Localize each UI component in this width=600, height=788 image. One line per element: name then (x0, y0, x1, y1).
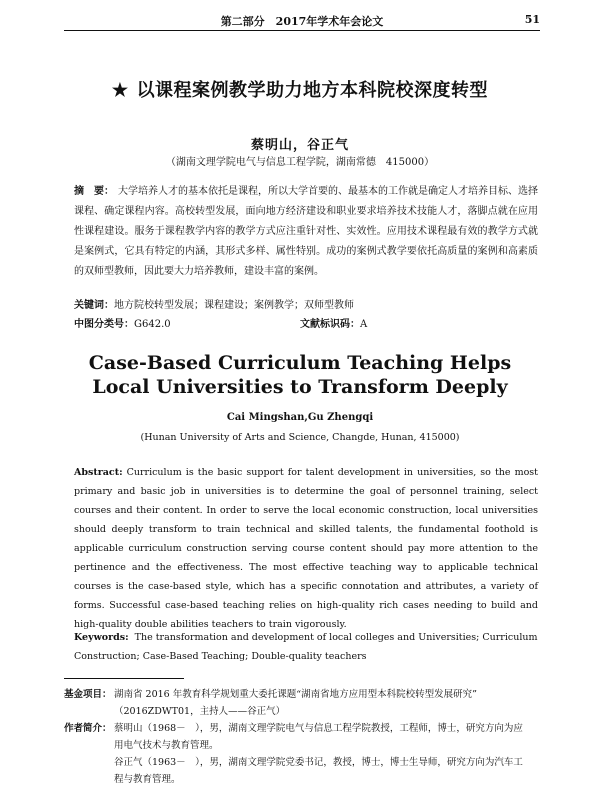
english-abstract (74, 463, 538, 634)
author-bio-line: 程与教育管理。 (114, 774, 181, 785)
chinese-keywords-text: 地方院校转型发展；课程建设；案例教学；双师型教师 (114, 300, 354, 311)
english-abstract-label: Abstract: (74, 467, 123, 478)
chinese-abstract-text: 大学培养人才的基本依托是课程，所以大学首要的、最基本的工作就是确定人才培养目标、选择课程、确定课程内容。高校转型发展，面向地方经济建设和职业要求培养技术技能人才，落脚点就在应用性课程建设。服务于课程教学内容的教学方式应注重针对性、实效性。应用技术课程最有效的教学方式就是案例式，它具有特定的内涵，其形式多样、属性特别。成功的案例式教学要依托高质量的案例和高素质的双师型教师，因此要大力培养教师，建设丰富的案例。 (74, 186, 538, 277)
document-code (300, 315, 367, 330)
chinese-authors: 蔡明山，谷正气 (250, 138, 349, 153)
author-bio-line: 谷正气（1963－ ），男，湖南文理学院党委书记，教授，博士，博士生导师，研究方向为汽车工 (114, 757, 523, 768)
chinese-title-text: 以课程案例教学助力地方本科院校深度转型 (136, 80, 489, 101)
chinese-title (0, 76, 600, 102)
footnote-divider (64, 678, 184, 679)
author-bio-line: 蔡明山（1968－ ），男，湖南文理学院电气与信息工程学院教授，工程师，博士，研究方向为应 (114, 723, 523, 734)
author-footnote-second (64, 754, 540, 788)
fund-label: 基金项目： (64, 689, 112, 700)
author-footnote (64, 720, 540, 754)
chinese-abstract-label: 摘 要： (74, 186, 114, 197)
author-bio-line: 用电气技术与教育管理。 (114, 740, 219, 751)
chinese-keywords (74, 296, 538, 311)
english-authors: Cai Mingshan,Gu Zhengqi (226, 412, 374, 423)
star-icon: ★ (111, 80, 129, 101)
classification-value: G642.0 (134, 319, 171, 330)
chinese-keywords-label: 关键词： (74, 300, 114, 311)
chinese-abstract (74, 182, 538, 282)
running-header (64, 12, 540, 31)
running-title: 第二部分 2017年学术年会论文 (220, 15, 384, 28)
english-affiliation: (Hunan University of Arts and Science, Changde, Hunan, 415000) (140, 432, 460, 443)
english-keywords-label: Keywords: (74, 632, 129, 643)
english-title: Case-Based Curriculum Teaching Helps Local Universities to Transform Deeply (88, 352, 512, 398)
classification-line (74, 315, 538, 330)
chinese-affiliation: （湖南文理学院电气与信息工程学院，湖南常德 415000） (165, 157, 435, 168)
classification-label: 中图分类号： (74, 319, 134, 330)
english-keywords-text: The transformation and development of local colleges and Universities; Curriculum Construction; Case-Based Teaching; Double-quality teachers (74, 632, 538, 662)
english-keywords (74, 628, 538, 666)
page-number: 51 (524, 13, 540, 26)
document-code-label: 文献标识码： (300, 319, 360, 330)
fund-footnote (64, 686, 540, 720)
fund-line: （2016ZDWT01，主持人——谷正气） (114, 706, 286, 717)
document-code-value: A (360, 319, 368, 330)
english-abstract-text: Curriculum is the basic support for talent development in universities, so the most primary and basic job in universities is to determine the goal of personnel training, select courses and their content. In order to serve the local economic construction, local universities should deeply transform to train technical and skilled talents, the fundamental foothold is applicable curriculum construction serving course content should pay more attention to the pertinence and the effectiveness. The most effective teaching way to applicable technical courses is the case-based style, which has a specific connotation and attributes, a variety of forms. Successful case-based teaching relies on high-quality rich cases needing to build and high-quality double abilities teachers to train vigorously. (74, 467, 538, 630)
footnotes (64, 686, 540, 788)
fund-line: 湖南省 2016 年教育科学规划重大委托课题“湖南省地方应用型本科院校转型发展研究” (114, 689, 477, 700)
author-bio-label: 作者简介： (64, 723, 112, 734)
